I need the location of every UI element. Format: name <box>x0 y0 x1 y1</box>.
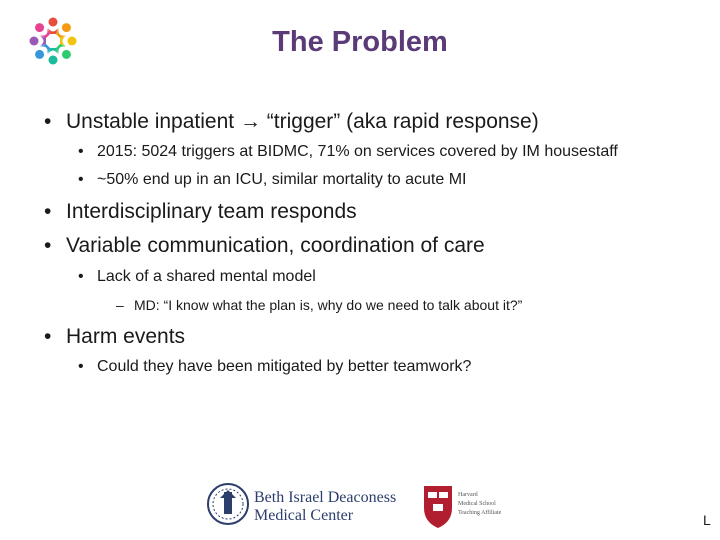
bullet-item <box>78 143 618 161</box>
bullet-marker: • <box>44 200 52 223</box>
org-name-line1: Beth Israel Deaconess <box>254 489 397 506</box>
bullet-item <box>78 358 471 376</box>
bullet-item <box>44 234 485 258</box>
bullet-text: Harm events <box>66 325 186 348</box>
bullet-marker: • <box>78 268 84 285</box>
bullet-text: Lack of a shared mental model <box>97 268 316 285</box>
bullet-marker: • <box>78 171 84 188</box>
bullet-item <box>78 171 467 189</box>
affiliate-line2: Medical School <box>458 501 496 507</box>
bullet-item <box>78 268 316 286</box>
slide-title: The Problem <box>272 26 448 58</box>
affiliate-line3: Teaching Affiliate <box>458 510 502 516</box>
bullet-text: Interdisciplinary team responds <box>66 200 357 223</box>
bidmc-seal-icon <box>208 484 248 524</box>
bullet-item <box>116 297 522 313</box>
bullet-item <box>44 200 357 224</box>
bullet-marker: • <box>44 110 52 133</box>
affiliate-line1: Harvard <box>458 492 478 498</box>
bullet-marker: • <box>78 143 84 160</box>
bullet-text: Could they have been mitigated by better teamwork? <box>97 358 472 375</box>
bullet-item <box>44 325 185 349</box>
bullet-text: Unstable inpatient → “trigger” (aka rapid response) <box>66 110 539 133</box>
bullet-marker: • <box>78 358 84 375</box>
bullet-text: 2015: 5024 triggers at BIDMC, 71% on services covered by IM housestaff <box>97 143 618 160</box>
bullet-text: MD: “I know what the plan is, why do we need to talk about it?” <box>134 297 523 313</box>
bullet-text: ~50% end up in an ICU, similar mortality to acute MI <box>97 171 467 188</box>
bullet-text: Variable communication, coordination of care <box>66 234 485 257</box>
footer-logos <box>206 478 506 532</box>
bullet-marker: • <box>44 325 52 348</box>
bullet-marker: – <box>116 297 124 313</box>
org-name-line2: Medical Center <box>254 507 354 524</box>
corner-mark: L <box>703 512 711 528</box>
bullet-item <box>44 110 539 134</box>
bullet-marker: • <box>44 234 52 257</box>
harvard-shield-icon <box>424 486 452 528</box>
